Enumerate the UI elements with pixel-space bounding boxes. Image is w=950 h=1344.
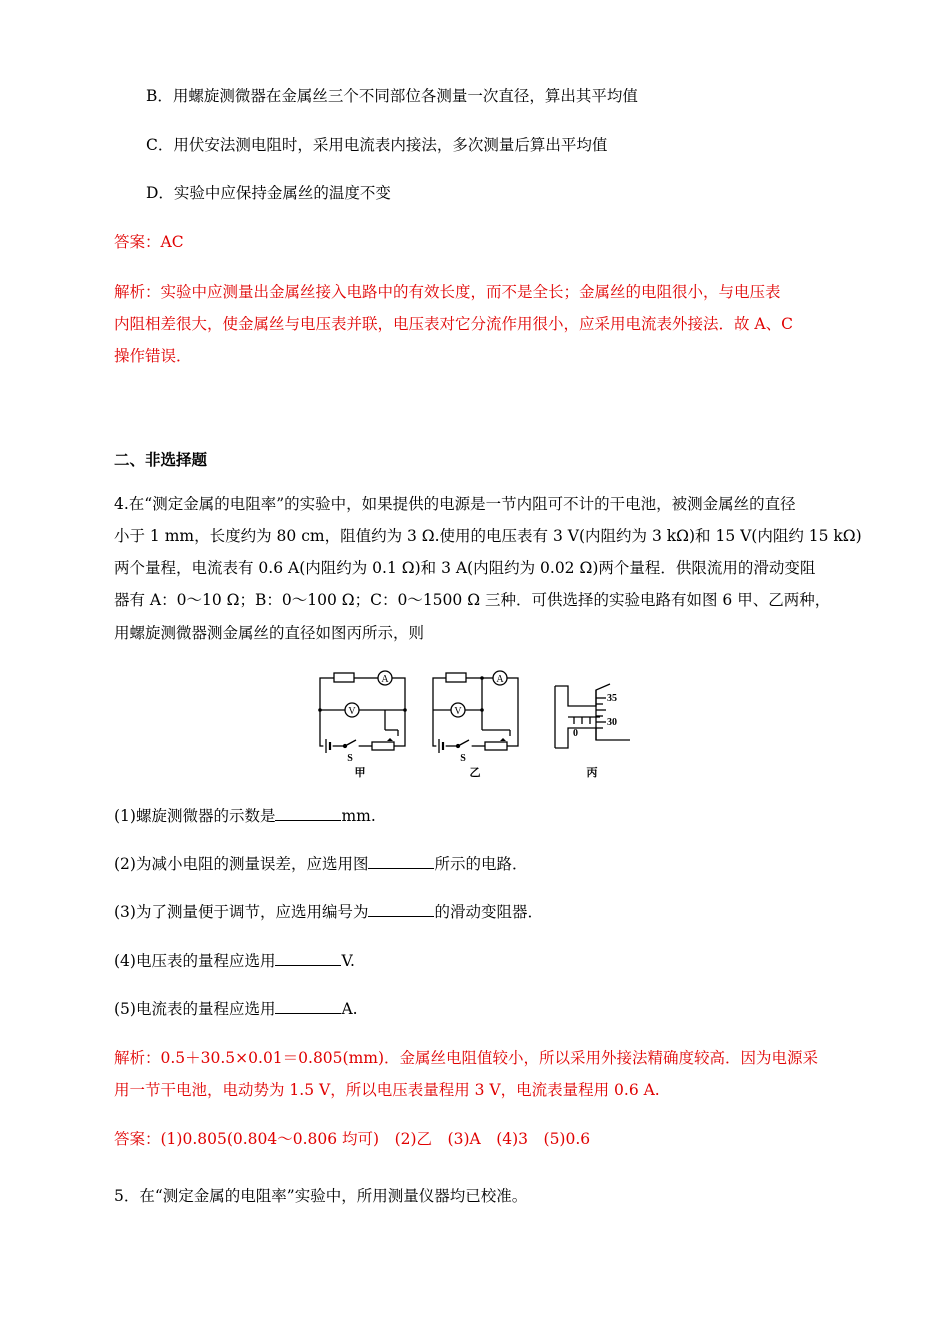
q4-sub-question-3 <box>114 896 844 929</box>
answer-blank <box>368 902 434 917</box>
svg-text:丙: 丙 <box>586 767 598 779</box>
svg-text:35: 35 <box>607 693 617 704</box>
svg-text:V: V <box>348 706 356 717</box>
sub-question-unit: A. <box>341 1000 358 1018</box>
q3-analysis-line: 内阻相差很大，使金属丝与电压表并联，电压表对它分流作用很小，应采用电流表外接法．故 A、C <box>114 315 793 333</box>
option-b: B．用螺旋测微器在金属丝三个不同部位各测量一次直径，算出其平均值 <box>146 87 638 105</box>
switch-icon <box>457 740 472 764</box>
battery-icon <box>437 739 445 753</box>
svg-text:30: 30 <box>607 717 617 728</box>
micrometer-reading <box>555 684 630 779</box>
q3-analysis-line: 操作错误． <box>114 347 192 365</box>
svg-text:乙: 乙 <box>469 767 481 779</box>
circuit-jia <box>318 671 407 779</box>
q4-stem-line: 器有 A：0～10 Ω；B：0～100 Ω；C：0～1500 Ω 三种．可供选择的实验电路有如图 6 甲、乙两种， <box>114 591 831 609</box>
answer-blank <box>275 806 341 821</box>
switch-icon <box>344 740 359 764</box>
sub-question-text: (4)电压表的量程应选用 <box>114 952 276 970</box>
voltmeter-icon <box>451 703 465 717</box>
voltmeter-icon <box>345 703 359 717</box>
q4-answer: 答案：(1)0.805(0.804～0.806 均可) (2)乙 (3)A (4)3 (5)0.6 <box>114 1130 591 1148</box>
sub-question-text: (5)电流表的量程应选用 <box>114 1000 276 1018</box>
answer-blank <box>368 854 434 869</box>
svg-text:S: S <box>460 753 466 764</box>
sub-question-text: (3)为了测量便于调节，应选用编号为 <box>114 903 369 921</box>
q4-stem-line: 用螺旋测微器测金属丝的直径如图丙所示，则 <box>114 624 425 642</box>
sub-question-unit: mm. <box>341 807 376 825</box>
svg-text:S: S <box>347 753 353 764</box>
q4-stem-line: 4.在“测定金属的电阻率”的实验中，如果提供的电源是一节内阻可不计的干电池，被测金属丝的直径 <box>114 495 796 513</box>
option-d: D．实验中应保持金属丝的温度不变 <box>146 184 391 202</box>
option-c: C．用伏安法测电阻时，采用电流表内接法，多次测量后算出平均值 <box>146 136 608 154</box>
ammeter-icon <box>378 671 392 685</box>
svg-text:0: 0 <box>573 728 578 739</box>
rheostat-icon <box>485 738 507 750</box>
sub-question-unit: V. <box>341 952 355 970</box>
q5-stem: 5．在“测定金属的电阻率”实验中，所用测量仪器均已校准。 <box>114 1187 528 1205</box>
q4-analysis-line: 用一节干电池，电动势为 1.5 V，所以电压表量程用 3 V，电流表量程用 0.6 A. <box>114 1081 660 1099</box>
circuit-yi <box>433 671 518 779</box>
q4-sub-question-5 <box>114 993 844 1026</box>
answer-blank <box>275 999 341 1014</box>
answer-blank <box>275 951 341 966</box>
sub-question-unit: 所示的电路． <box>434 855 528 873</box>
q4-analysis-line: 解析：0.5＋30.5×0.01＝0.805(mm)．金属丝电阻值较小，所以采用外接法精确度较高．因为电源采 <box>114 1049 819 1067</box>
q4-stem-line: 两个量程，电流表有 0.6 A(内阻约为 0.1 Ω)和 3 A(内阻约为 0.02 Ω)两个量程．供限流用的滑动变阻 <box>114 559 816 577</box>
svg-text:A: A <box>381 674 389 685</box>
q3-analysis-line: 解析：实验中应测量出金属丝接入电路中的有效长度，而不是全长；金属丝的电阻很小，与电压表 <box>114 283 781 301</box>
q4-stem-line: 小于 1 mm，长度约为 80 cm，阻值约为 3 Ω.使用的电压表有 3 V(内阻约为 3 kΩ)和 15 V(内阻约 15 kΩ) <box>114 527 862 545</box>
section-title: 二、非选择题 <box>114 450 208 469</box>
sub-question-text: (1)螺旋测微器的示数是 <box>114 807 276 825</box>
battery-icon <box>324 739 332 753</box>
q3-answer: 答案：AC <box>114 233 184 251</box>
sub-question-unit: 的滑动变阻器． <box>434 903 543 921</box>
q4-sub-question-2 <box>114 848 844 881</box>
svg-text:A: A <box>496 674 504 685</box>
sub-question-text: (2)为减小电阻的测量误差，应选用图 <box>114 855 369 873</box>
q4-sub-question-4 <box>114 945 844 978</box>
circuit-figure <box>310 668 640 783</box>
svg-text:V: V <box>454 706 462 717</box>
q4-sub-question-1 <box>114 800 844 833</box>
rheostat-icon <box>372 738 394 750</box>
ammeter-icon <box>493 671 507 685</box>
svg-text:甲: 甲 <box>354 767 366 779</box>
